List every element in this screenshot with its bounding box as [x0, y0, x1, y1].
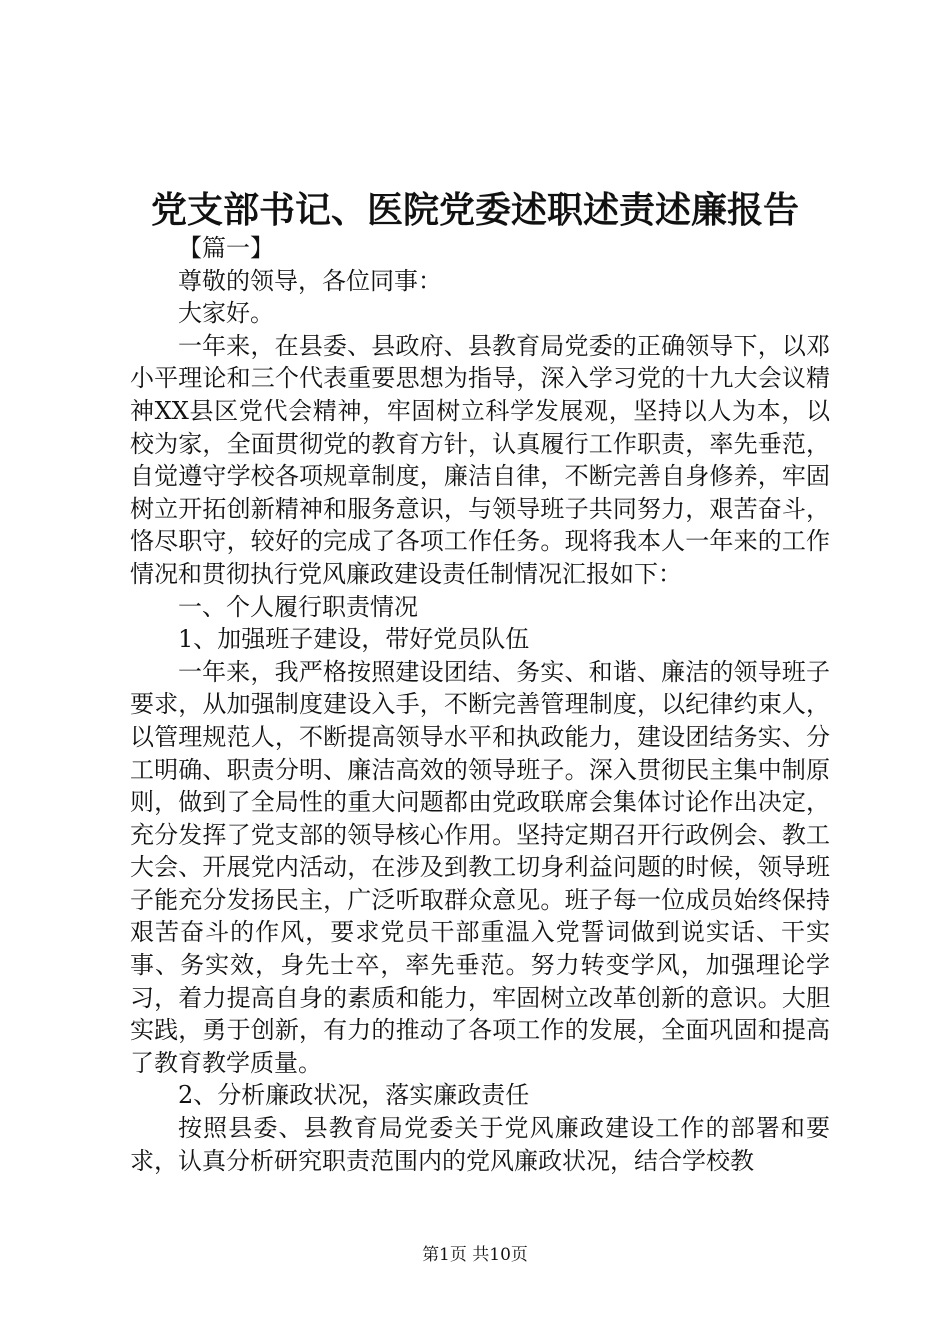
- section-heading-1: 一、个人履行职责情况: [178, 592, 418, 621]
- subsection-heading-1: 1、加强班子建设，带好党员队伍: [178, 625, 530, 654]
- document-title: 党支部书记、医院党委述职述责述廉报告: [150, 189, 799, 231]
- page-footer: 第1页 共10页: [422, 1245, 528, 1265]
- document-body: [130, 232, 830, 1177]
- section-label: 【篇一】: [178, 234, 274, 262]
- subsection-heading-2: 2、分析廉政状况，落实廉政责任: [178, 1081, 530, 1110]
- paragraph-team-building: 一年来，我严格按照建设团结、务实、和谐、廉洁的领导班子要求，从加强制度建设入手，不断完善管理制度，以纪律约束人，以管理规范人，不断提高领导水平和执政能力，建设团结务实、分工明确、职责分明、廉洁高效的领导班子。深入贯彻民主集中制原则，做到了全局性的重大问题都由党政联席会集体讨论作出决定，充分发挥了党支部的领导核心作用。坚持定期召开行政例会、教工大会、开展党内活动，在涉及到教工切身利益问题的时候，领导班子能充分发扬民主，广泛听取群众意见。班子每一位成员始终保持艰苦奋斗的作风，要求党员干部重温入党誓词做到说实话、干实事、务实效，身先士卒，率先垂范。努力转变学风，加强理论学习，着力提高自身的素质和能力，牢固树立改革创新的意识。大胆实践，勇于创新，有力的推动了各项工作的发展，全面巩固和提高了教育教学质量。: [130, 657, 830, 1077]
- greeting: 大家好。: [178, 299, 274, 328]
- salutation: 尊敬的领导，各位同事：: [178, 266, 442, 295]
- paragraph-integrity: 按照县委、县教育局党委关于党风廉政建设工作的部署和要求，认真分析研究职责范围内的党风廉政状况，结合学校教: [130, 1114, 830, 1175]
- paragraph-intro: 一年来，在县委、县政府、县教育局党委的正确领导下，以邓小平理论和三个代表重要思想为指导，深入学习党的十九大会议精神XX县区党代会精神，牢固树立科学发展观，坚持以人为本，以校为家，全面贯彻党的教育方针，认真履行工作职责，率先垂范，自觉遵守学校各项规章制度，廉洁自律，不断完善自身修养，牢固树立开拓创新精神和服务意识，与领导班子共同努力，艰苦奋斗，恪尽职守，较好的完成了各项工作任务。现将我本人一年来的工作情况和贯彻执行党风廉政建设责任制情况汇报如下：: [130, 331, 830, 588]
